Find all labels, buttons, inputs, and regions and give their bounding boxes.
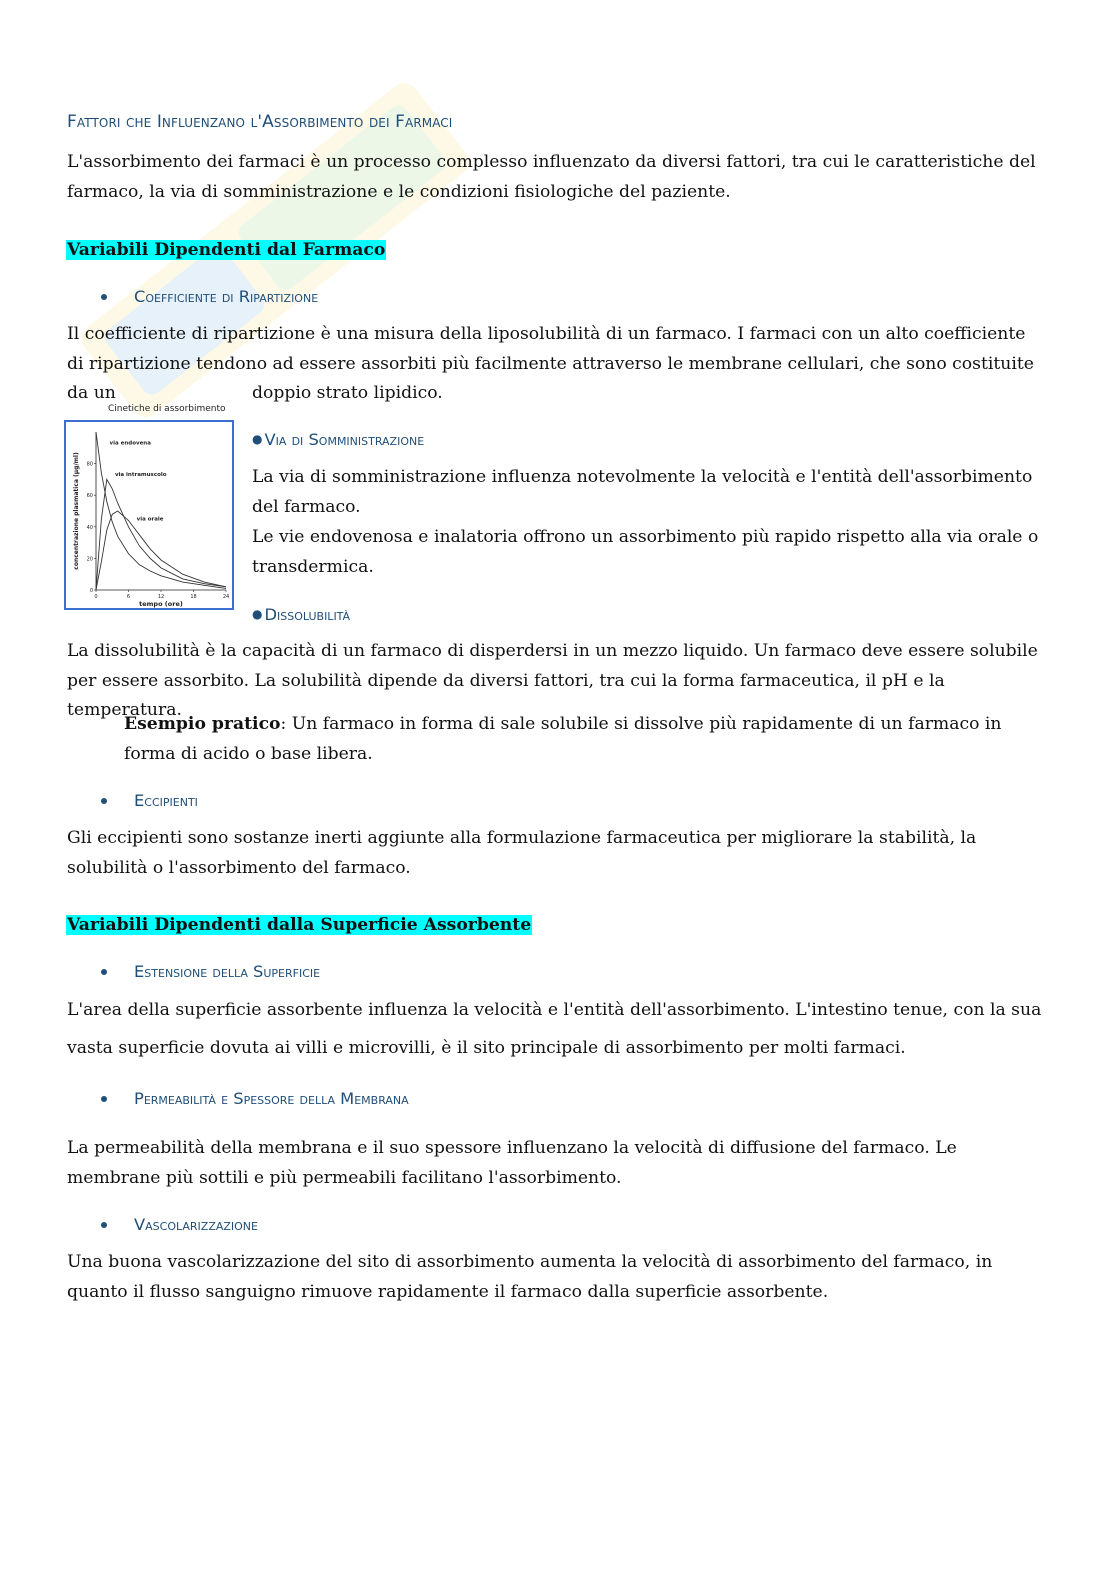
permeabilita-paragraph: La permeabilità della membrana e il suo spessore influenzano la velocità di diffusione del farmaco. Le membrane più sottili e più permeabili facilitano l'assorbimento. bbox=[67, 1138, 957, 1188]
chart-x-tick-label: 0 bbox=[94, 594, 98, 600]
bullet-icon bbox=[101, 798, 107, 804]
estensione-paragraph: L'area della superficie assorbente influenza la velocità e l'entità dell'assorbimento. L'intestino tenue, con la sua vasta superficie dovuta ai villi e microvilli, è il sito principale di assorbimento per molti farmaci. bbox=[67, 1000, 1042, 1058]
coefficiente-paragraph-end: doppio strato lipidico. bbox=[252, 383, 443, 403]
subheading-via bbox=[252, 427, 424, 452]
subheading-dissolubilita-label: Dissolubilità bbox=[264, 605, 351, 624]
chart-svg bbox=[66, 422, 232, 608]
chart-x-tick-label: 24 bbox=[222, 594, 230, 600]
chart-y-axis-label: concentrazione plasmatica (µg/ml) bbox=[73, 452, 80, 570]
chart-y-tick-label: 80 bbox=[86, 461, 93, 468]
chart-series-line bbox=[96, 511, 226, 590]
example-paragraph bbox=[124, 710, 1034, 769]
chart-series-line bbox=[96, 479, 226, 590]
example-text: : Un farmaco in forma di sale solubile si dissolve più rapidamente di un farmaco in forma di acido o base libera. bbox=[124, 714, 1002, 764]
section-heading-farmaco: Variabili Dipendenti dal Farmaco bbox=[67, 240, 386, 260]
chart-x-tick-label: 18 bbox=[190, 594, 197, 600]
intro-paragraph: L'assorbimento dei farmaci è un processo complesso influenzato da diversi fattori, tra cui le caratteristiche del farmaco, la via di somministrazione e le condizioni fisiologiche del paziente. bbox=[67, 152, 1036, 202]
subheading-coefficiente: Coefficiente di Ripartizione bbox=[134, 287, 319, 306]
example-label: Esempio pratico bbox=[124, 714, 281, 734]
chart-x-axis-label: tempo (ore) bbox=[139, 600, 183, 608]
bullet-icon bbox=[101, 1222, 107, 1228]
page-title: Fattori che Influenzano l'Assorbimento dei Farmaci bbox=[67, 112, 453, 132]
subheading-vascolarizzazione: Vascolarizzazione bbox=[134, 1215, 258, 1234]
eccipienti-paragraph: Gli eccipienti sono sostanze inerti aggiunte alla formulazione farmaceutica per migliorare la stabilità, la solubilità o l'assorbimento del farmaco. bbox=[67, 828, 977, 878]
figure-title: Cinetiche di assorbimento bbox=[108, 404, 226, 414]
chart-y-tick-label: 0 bbox=[89, 588, 93, 594]
bullet-icon: ● bbox=[252, 607, 263, 621]
via-paragraph-1: La via di somministrazione influenza notevolmente la velocità e l'entità dell'assorbimento del farmaco. bbox=[252, 467, 1033, 517]
chart-series-line bbox=[96, 432, 226, 588]
bullet-icon bbox=[101, 1096, 107, 1102]
chart-x-tick-label: 12 bbox=[157, 594, 165, 600]
chart-series-label: via orale bbox=[136, 516, 164, 523]
via-paragraph-2: Le vie endovenosa e inalatoria offrono un assorbimento più rapido rispetto alla via orale o transdermica. bbox=[252, 527, 1039, 577]
bullet-icon bbox=[101, 969, 107, 975]
chart-series-label: via intramuscolo bbox=[114, 472, 167, 479]
section-heading-superficie: Variabili Dipendenti dalla Superficie Assorbente bbox=[67, 915, 532, 935]
bullet-icon: ● bbox=[252, 432, 263, 446]
subheading-dissolubilita bbox=[252, 602, 350, 627]
chart-series-label: via endovena bbox=[109, 440, 151, 447]
chart-y-tick-label: 40 bbox=[86, 524, 93, 531]
subheading-estensione: Estensione della Superficie bbox=[134, 962, 321, 981]
dissolubilita-paragraph: La dissolubilità è la capacità di un farmaco di disperdersi in un mezzo liquido. Un farmaco deve essere solubile per essere assorbito. La solubilità dipende da diversi fattori, tra cui la forma farmaceutica, il pH e la temperatura. bbox=[67, 641, 1038, 720]
vascolarizzazione-paragraph: Una buona vascolarizzazione del sito di assorbimento aumenta la velocità di assorbimento del farmaco, in quanto il flusso sanguigno rimuove rapidamente il farmaco dalla superficie assorbente. bbox=[67, 1252, 993, 1302]
subheading-via-label: Via di Somministrazione bbox=[264, 430, 425, 449]
absorption-kinetics-chart bbox=[64, 420, 234, 610]
subheading-eccipienti: Eccipienti bbox=[134, 791, 198, 810]
chart-x-tick-label: 6 bbox=[126, 594, 131, 600]
bullet-icon bbox=[101, 294, 107, 300]
coefficiente-paragraph: Il coefficiente di ripartizione è una misura della liposolubilità di un farmaco. I farmaci con un alto coefficiente di ripartizione tendono ad essere assorbiti più facilmente attraverso le membrane cellulari, che sono costituite da un bbox=[67, 324, 1034, 403]
chart-y-tick-label: 20 bbox=[86, 556, 93, 563]
subheading-permeabilita: Permeabilità e Spessore della Membrana bbox=[134, 1089, 409, 1108]
chart-y-tick-label: 60 bbox=[86, 493, 93, 500]
